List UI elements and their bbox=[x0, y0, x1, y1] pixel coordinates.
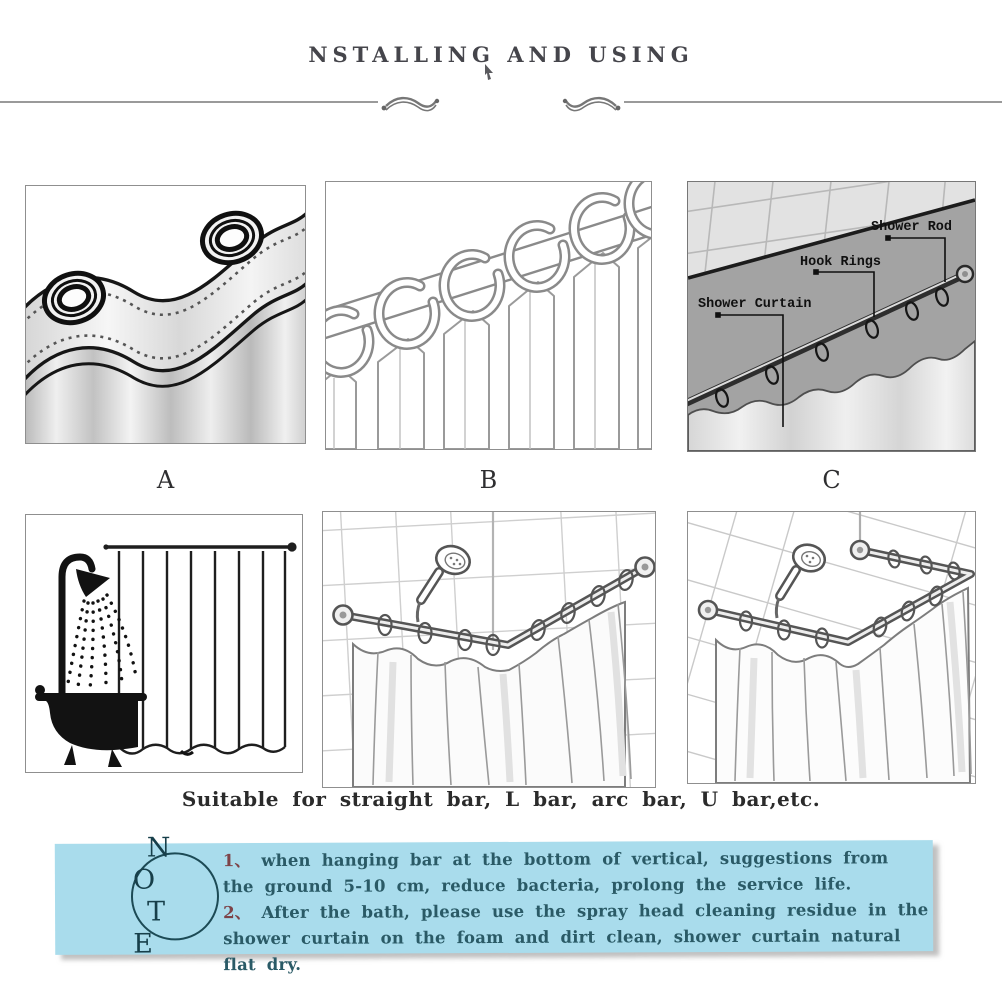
straight-rod bbox=[103, 542, 296, 551]
panel-hook-rings bbox=[325, 181, 652, 450]
u-bar-drawing bbox=[688, 512, 975, 783]
bathtub-drawing bbox=[26, 515, 302, 772]
panel-bathtub-pictogram bbox=[25, 514, 303, 773]
note-item-1 bbox=[223, 845, 929, 900]
curtain-folds bbox=[326, 234, 651, 449]
note-item-2-text: After the bath, please use the spray head cleaning residue in the shower curtain on the foam and dirt clean, shower curtain natural flat dry. bbox=[223, 900, 929, 975]
divider-line-right bbox=[624, 101, 1002, 103]
note-text bbox=[223, 845, 930, 978]
hanging-curtain bbox=[119, 551, 285, 754]
grommet-curtain-drawing bbox=[26, 186, 305, 443]
section-label-b: B bbox=[479, 466, 498, 494]
note-item-2 bbox=[223, 897, 929, 978]
label-shower-rod: Shower Rod bbox=[871, 220, 953, 235]
swirl-ornament-left bbox=[378, 90, 442, 114]
ornamental-divider bbox=[0, 90, 1002, 114]
label-shower-curtain: Shower Curtain bbox=[698, 297, 812, 312]
note-item-1-number: 1、 bbox=[222, 851, 252, 871]
note-item-1-text: when hanging bar at the bottom of vertical, suggestions from the ground 5-10 cm, reduce bacteria, prolong the service life. bbox=[222, 848, 889, 897]
bathtub-silhouette bbox=[35, 685, 147, 767]
suitable-text: Suitable for straight bar, L bar, arc bar, U bar,etc. bbox=[181, 787, 821, 811]
labeled-parts-drawing bbox=[688, 182, 975, 451]
divider-line-left bbox=[0, 101, 378, 103]
hand-shower bbox=[776, 541, 828, 618]
section-label-a: A bbox=[156, 466, 175, 494]
panel-curtain-grommets bbox=[25, 185, 306, 444]
swirl-ornament-right bbox=[560, 90, 624, 114]
note-badge-bottom: T E bbox=[133, 896, 180, 960]
note-box bbox=[55, 832, 933, 975]
page-title: NSTALLING AND USING bbox=[308, 42, 694, 67]
fold-shading bbox=[334, 263, 595, 449]
l-bar-drawing bbox=[323, 512, 655, 787]
panel-u-bar bbox=[687, 511, 976, 784]
panel-labeled-parts bbox=[687, 181, 976, 452]
hooks-rod-drawing bbox=[326, 182, 651, 449]
note-badge bbox=[131, 832, 219, 960]
shower-head-pictogram bbox=[62, 557, 110, 695]
section-label-c: C bbox=[822, 466, 841, 494]
cursor-artifact bbox=[483, 64, 495, 82]
hand-shower bbox=[417, 542, 473, 622]
panel-l-bar bbox=[322, 511, 656, 788]
note-item-2-number: 2、 bbox=[223, 903, 252, 923]
water-spray bbox=[68, 595, 136, 689]
note-badge-top: N O bbox=[132, 832, 185, 896]
label-hook-rings: Hook Rings bbox=[800, 255, 882, 270]
